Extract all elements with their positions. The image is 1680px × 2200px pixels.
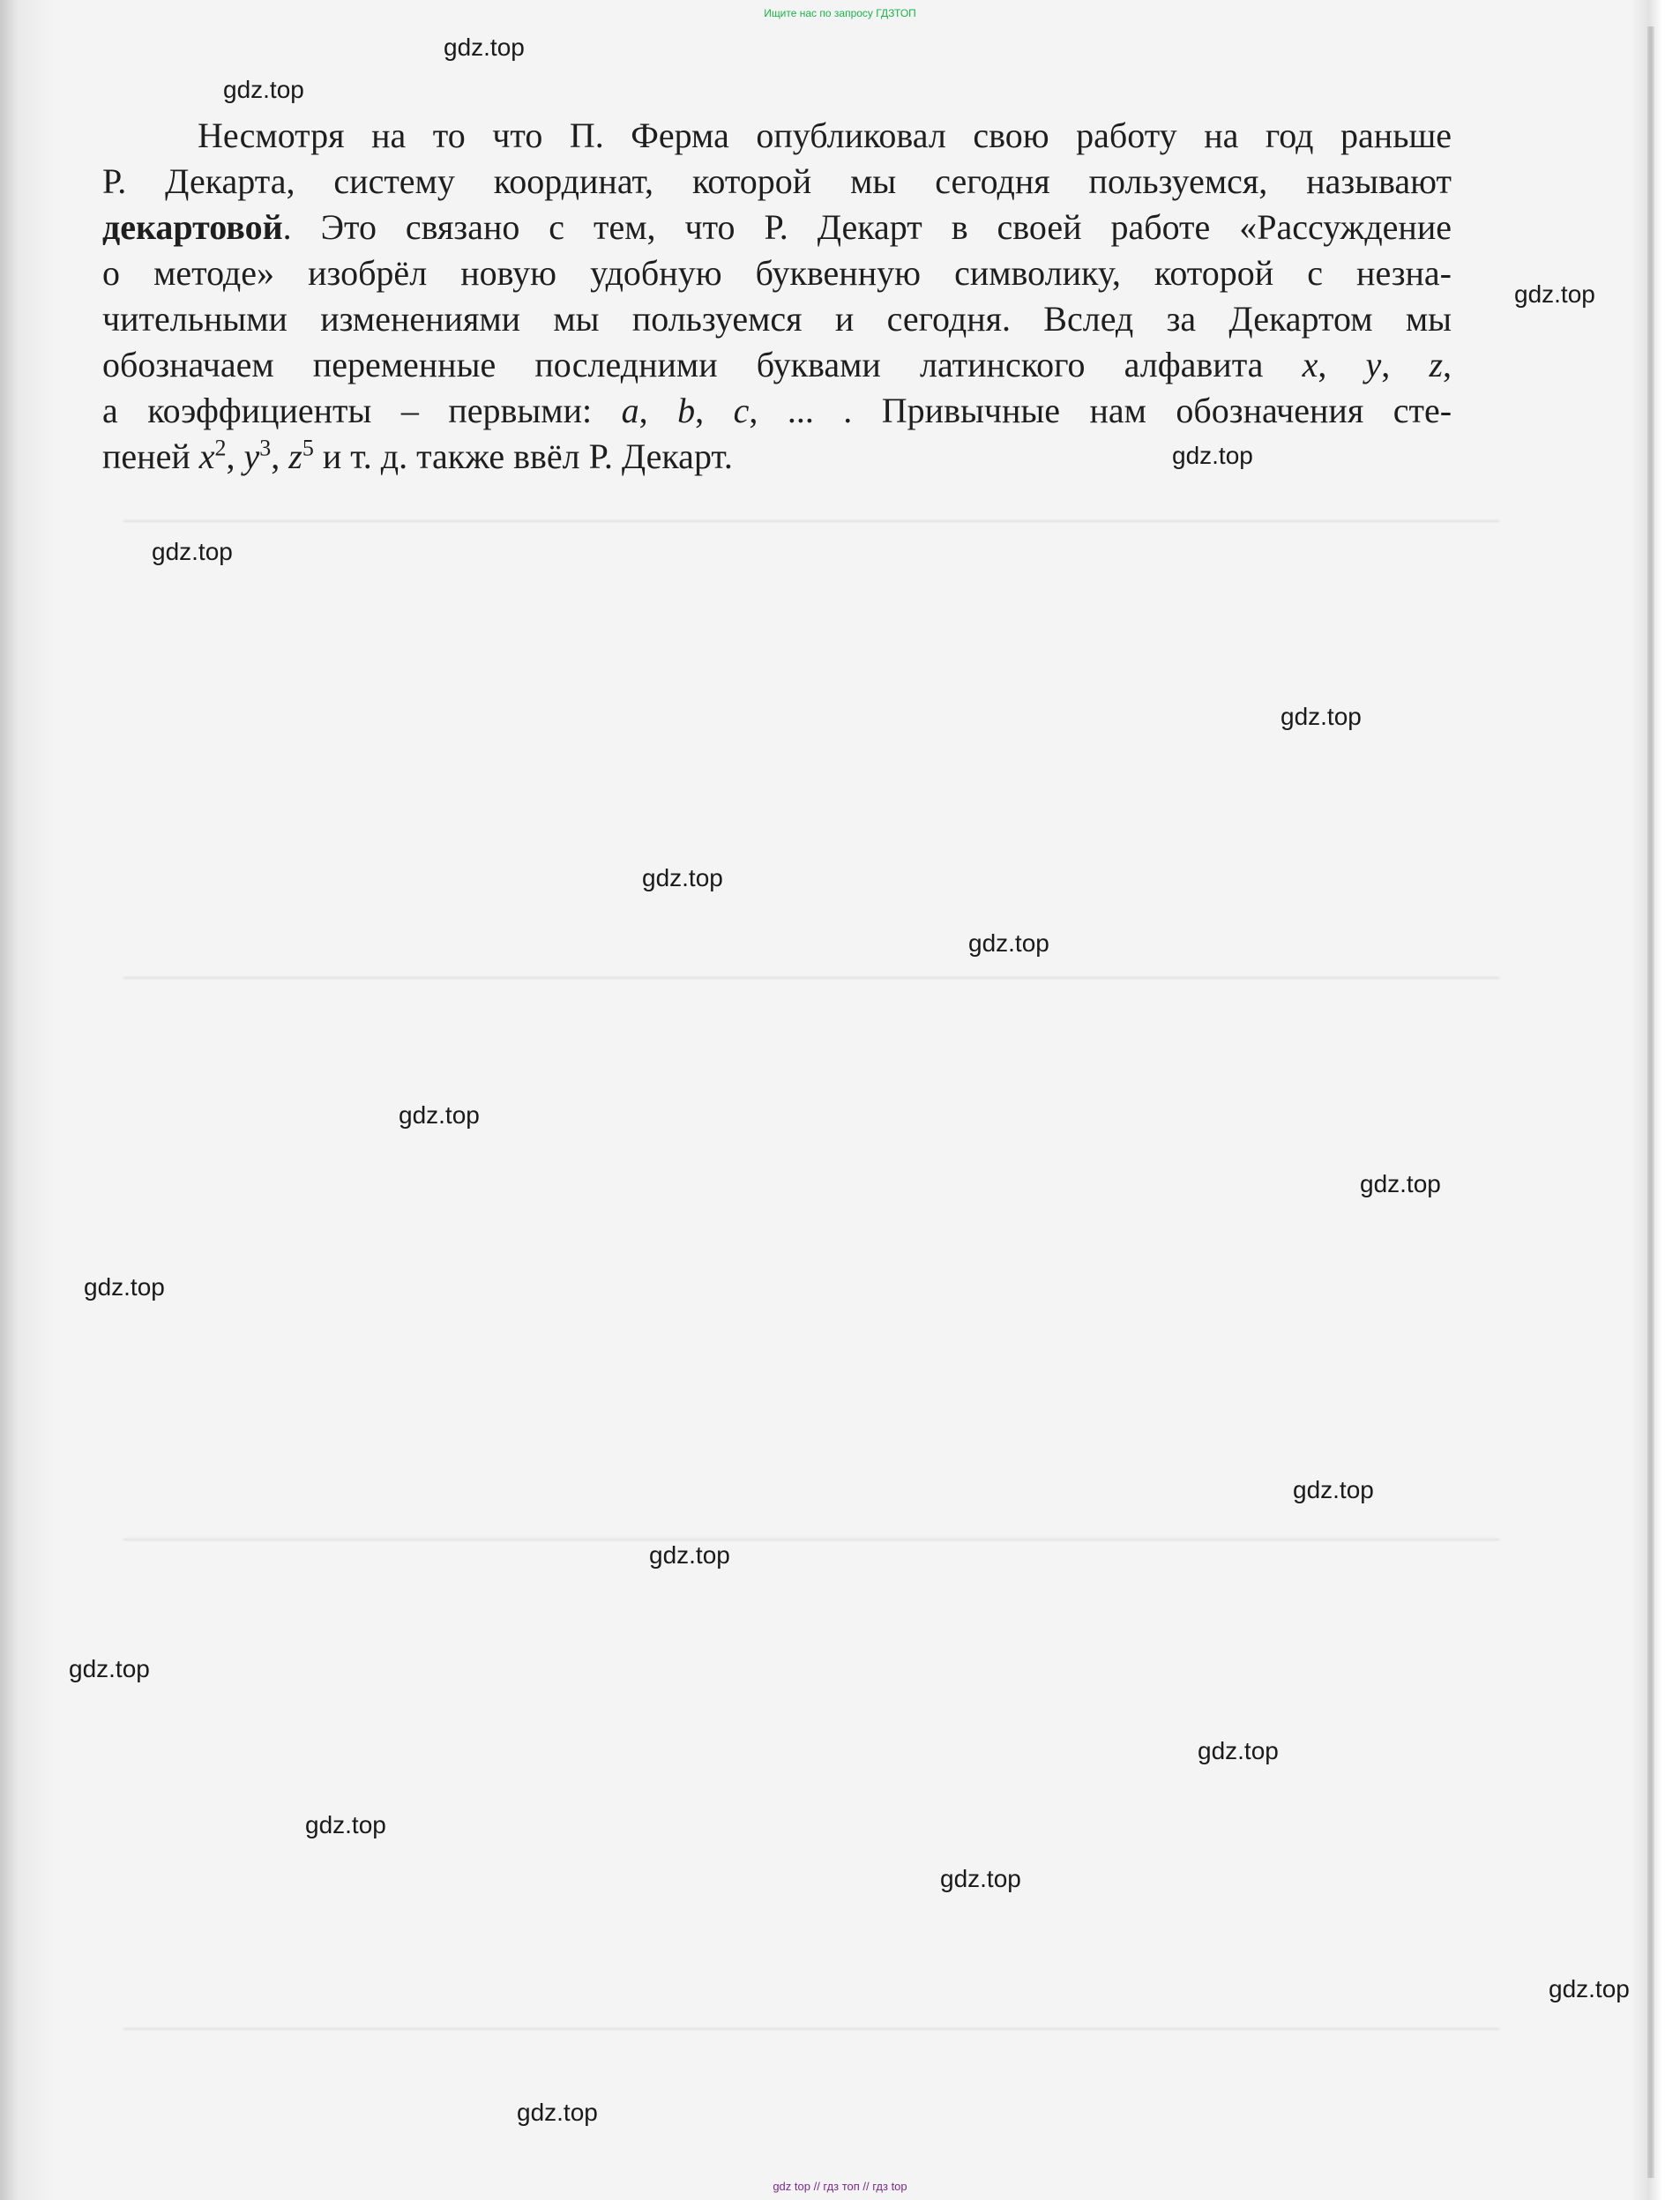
power-x-exponent: 2 [214, 435, 227, 461]
paragraph-line-2: Р. Декарта, систему координат, которой мы сегодня пользуемся, называют [102, 161, 1452, 201]
watermark: gdz.top [642, 864, 723, 891]
watermark: gdz.top [444, 34, 525, 61]
watermark: gdz.top [649, 1541, 730, 1569]
watermark: gdz.top [69, 1655, 150, 1682]
main-paragraph [102, 113, 1452, 480]
watermark: gdz.top [1514, 280, 1595, 308]
coefficient-b: b [677, 391, 696, 430]
watermark: gdz.top [1172, 442, 1253, 469]
coefficient-a: a [621, 391, 639, 430]
watermark: gdz.top [940, 1865, 1021, 1892]
watermark: gdz.top [1360, 1170, 1441, 1197]
variable-y: y [1365, 345, 1382, 384]
top-banner: Ищите нас по запросу ГДЗТОП [764, 7, 916, 19]
bleed-through-rule [123, 977, 1499, 979]
power-z-base: z [288, 436, 302, 476]
paragraph-line-1: Несмотря на то что П. Ферма опубликовал свою работу на год раньше [198, 116, 1452, 155]
power-y-exponent: 3 [259, 435, 272, 461]
paragraph-line-6: обозначаем переменные последними буквами латинского алфавита x, y, z, [102, 345, 1452, 384]
paragraph-line-8: пеней $x^2$, $y^3$, $z^5$ и т. д. также ввёл Р. Декарт. [102, 435, 733, 476]
variable-x: x [1302, 345, 1318, 384]
term-dekartovoy: декартовой [102, 207, 283, 247]
coefficient-c: c [733, 391, 750, 430]
watermark: gdz.top [1293, 1476, 1374, 1503]
watermark: gdz.top [1549, 1975, 1630, 2002]
watermark: gdz.top [1281, 703, 1362, 730]
watermark: gdz.top [399, 1101, 480, 1129]
bleed-through-rule [123, 1539, 1499, 1540]
watermark: gdz.top [517, 2099, 598, 2126]
paragraph-line-7: а коэффициенты – первыми: a, b, c, ... . Привычные нам обозначения сте- [102, 391, 1452, 430]
watermark: gdz.top [305, 1811, 386, 1838]
watermark: gdz.top [152, 538, 233, 565]
page-spine-edge [1647, 26, 1654, 2178]
bleed-through-rule [123, 520, 1499, 522]
paragraph-line-5: чительными изменениями мы пользуемся и сегодня. Вслед за Декартом мы [102, 299, 1452, 339]
watermark: gdz.top [223, 76, 304, 103]
watermark: gdz.top [968, 929, 1049, 957]
variable-z: z [1429, 345, 1444, 384]
power-y-base: y [243, 436, 260, 476]
footer-caption: gdz top // гдз топ // гдз top [773, 2180, 907, 2193]
power-x-base: x [198, 436, 215, 476]
watermark: gdz.top [1198, 1737, 1279, 1764]
paragraph-line-4: о методе» изобрёл новую удобную буквенную символику, которой с незна- [102, 253, 1452, 293]
bleed-through-rule [123, 2028, 1499, 2030]
watermark: gdz.top [84, 1273, 165, 1301]
power-z-exponent: 5 [302, 435, 314, 461]
paragraph-line-3: декартовой. Это связано с тем, что Р. Декарт в своей работе «Рассуждение [102, 207, 1452, 247]
